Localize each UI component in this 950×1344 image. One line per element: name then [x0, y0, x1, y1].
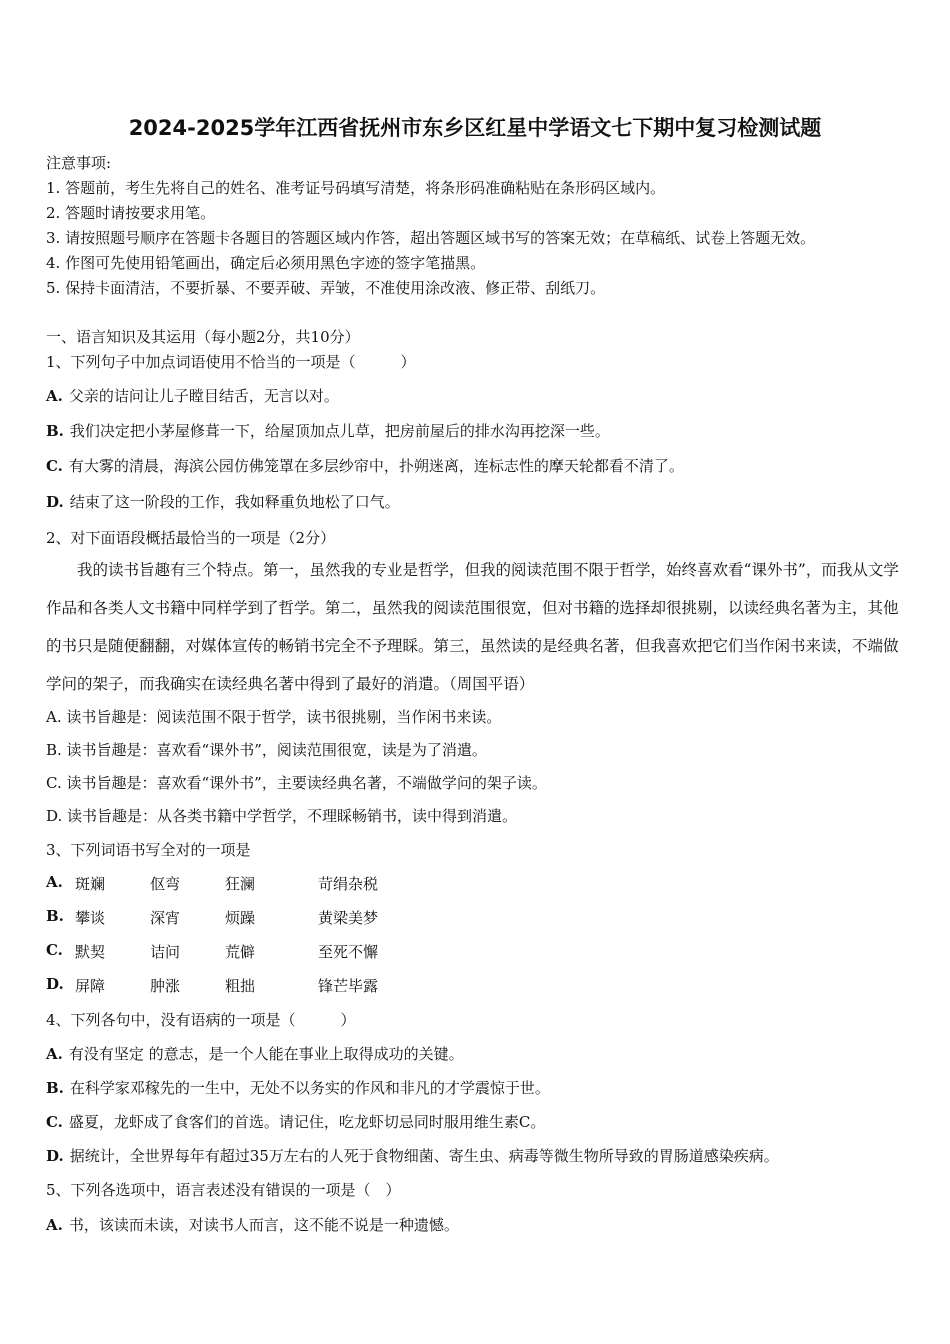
- option-label: A.: [46, 873, 63, 891]
- option-label: B.: [46, 907, 64, 925]
- q2-option-a: A. 读书旨趣是：阅读范围不限于哲学，读书很挑剔，当作闲书来读。: [46, 708, 502, 726]
- word: 苛绢杂税: [318, 875, 379, 893]
- q1-option-a: A. 父亲的诘问让儿子瞠目结舌，无言以对。: [46, 387, 339, 405]
- word: 粗拙: [225, 977, 256, 995]
- word: 肿涨: [150, 977, 181, 995]
- word: 黄梁美梦: [318, 909, 379, 927]
- q4-option-b: B. 在科学家邓稼先的一生中，无处不以务实的作风和非凡的才学震惊于世。: [46, 1079, 550, 1097]
- page-title: 2024-2025学年江西省抚州市东乡区红星中学语文七下期中复习检测试题: [128, 116, 822, 140]
- notice-item: 3. 请按照题号顺序在答题卡各题目的答题区域内作答，超出答题区域书写的答案无效；在草稿纸、试卷上答题无效。: [46, 229, 816, 247]
- q5-option-a: A. 书，该读而未读，对读书人而言，这不能不说是一种遗憾。: [46, 1216, 459, 1234]
- word: 屏障: [75, 977, 106, 995]
- word: 伛弯: [150, 875, 181, 893]
- notice-item: 2. 答题时请按要求用笔。: [46, 204, 216, 222]
- word: 默契: [75, 943, 106, 961]
- notice-item: 4. 作图可先使用铅笔画出，确定后必须用黑色字迹的签字笔描黑。: [46, 254, 486, 272]
- word: 至死不懈: [318, 943, 379, 961]
- word: 斑斓: [75, 875, 106, 893]
- question-2-stem: 2、对下面语段概括最恰当的一项是（2分）: [46, 529, 336, 547]
- word: 锋芒毕露: [318, 977, 379, 995]
- q4-option-a: A. 有没有坚定 的意志，是一个人能在事业上取得成功的关键。: [46, 1045, 464, 1063]
- q1-option-d: D. 结束了这一阶段的工作，我如释重负地松了口气。: [46, 493, 400, 511]
- q2-option-d: D. 读书旨趣是：从各类书籍中学哲学，不理睬畅销书，读中得到消遣。: [46, 807, 518, 825]
- section-heading: 一、语言知识及其运用（每小题2分，共10分）: [46, 328, 360, 346]
- question-5-stem: 5、下列各选项中，语言表述没有错误的一项是（ ）: [46, 1181, 401, 1199]
- question-3-stem: 3、下列词语书写全对的一项是: [46, 841, 251, 859]
- q2-option-b: B. 读书旨趣是：喜欢看“课外书”，阅读范围很宽，读是为了消遣。: [46, 741, 487, 759]
- q1-option-b: B. 我们决定把小茅屋修葺一下，给屋顶加点儿草，把房前屋后的排水沟再挖深一些。: [46, 422, 610, 440]
- option-label: C.: [46, 941, 63, 959]
- word: 烦躁: [225, 909, 256, 927]
- notice-item: 1. 答题前，考生先将自己的姓名、准考证号码填写清楚，将条形码准确粘贴在条形码区域内。: [46, 179, 666, 197]
- q4-option-c: C. 盛夏，龙虾成了食客们的首选。请记住，吃龙虾切忌同时服用维生素C。: [46, 1113, 546, 1131]
- q2-passage: 我的读书旨趣有三个特点。第一，虽然我的专业是哲学，但我的阅读范围不限于哲学，始终喜欢看“课外书”，而我从文学作品和各类人文书籍中同样学到了哲学。第二，虽然我的阅读范围很宽，但对书籍的选择却很挑剔，以读经典名著为主，其他的书只是随便翻翻，对媒体宣传的畅销书完全不予理睬。第三，虽然读的是经典名著，但我喜欢把它们当作闲书来读，不端做学问的架子，而我确实在读经典名著中得到了最好的消遣。（周国平语）: [46, 561, 899, 693]
- notice-heading: 注意事项:: [46, 154, 112, 172]
- word: 攀谈: [75, 909, 106, 927]
- q2-option-c: C. 读书旨趣是：喜欢看“课外书”，主要读经典名著，不端做学问的架子读。: [46, 774, 547, 792]
- question-4-stem: 4、下列各句中，没有语病的一项是（ ）: [46, 1011, 356, 1029]
- word: 深宵: [150, 909, 181, 927]
- q4-option-d: D. 据统计，全世界每年有超过35万左右的人死于食物细菌、寄生虫、病毒等微生物所导致的胃肠道感染疾病。: [46, 1147, 779, 1165]
- word: 荒僻: [225, 943, 256, 961]
- notice-item: 5. 保持卡面清洁，不要折暴、不要弄破、弄皱，不准使用涂改液、修正带、刮纸刀。: [46, 279, 606, 297]
- word: 诘问: [150, 943, 181, 961]
- option-label: D.: [46, 975, 64, 993]
- q1-option-c: C. 有大雾的清晨，海滨公园仿佛笼罩在多层纱帘中，扑朔迷离，连标志性的摩天轮都看不清了。: [46, 457, 684, 475]
- question-1-stem: 1、下列句子中加点词语使用不恰当的一项是（ ）: [46, 353, 416, 371]
- word: 狂澜: [225, 875, 256, 893]
